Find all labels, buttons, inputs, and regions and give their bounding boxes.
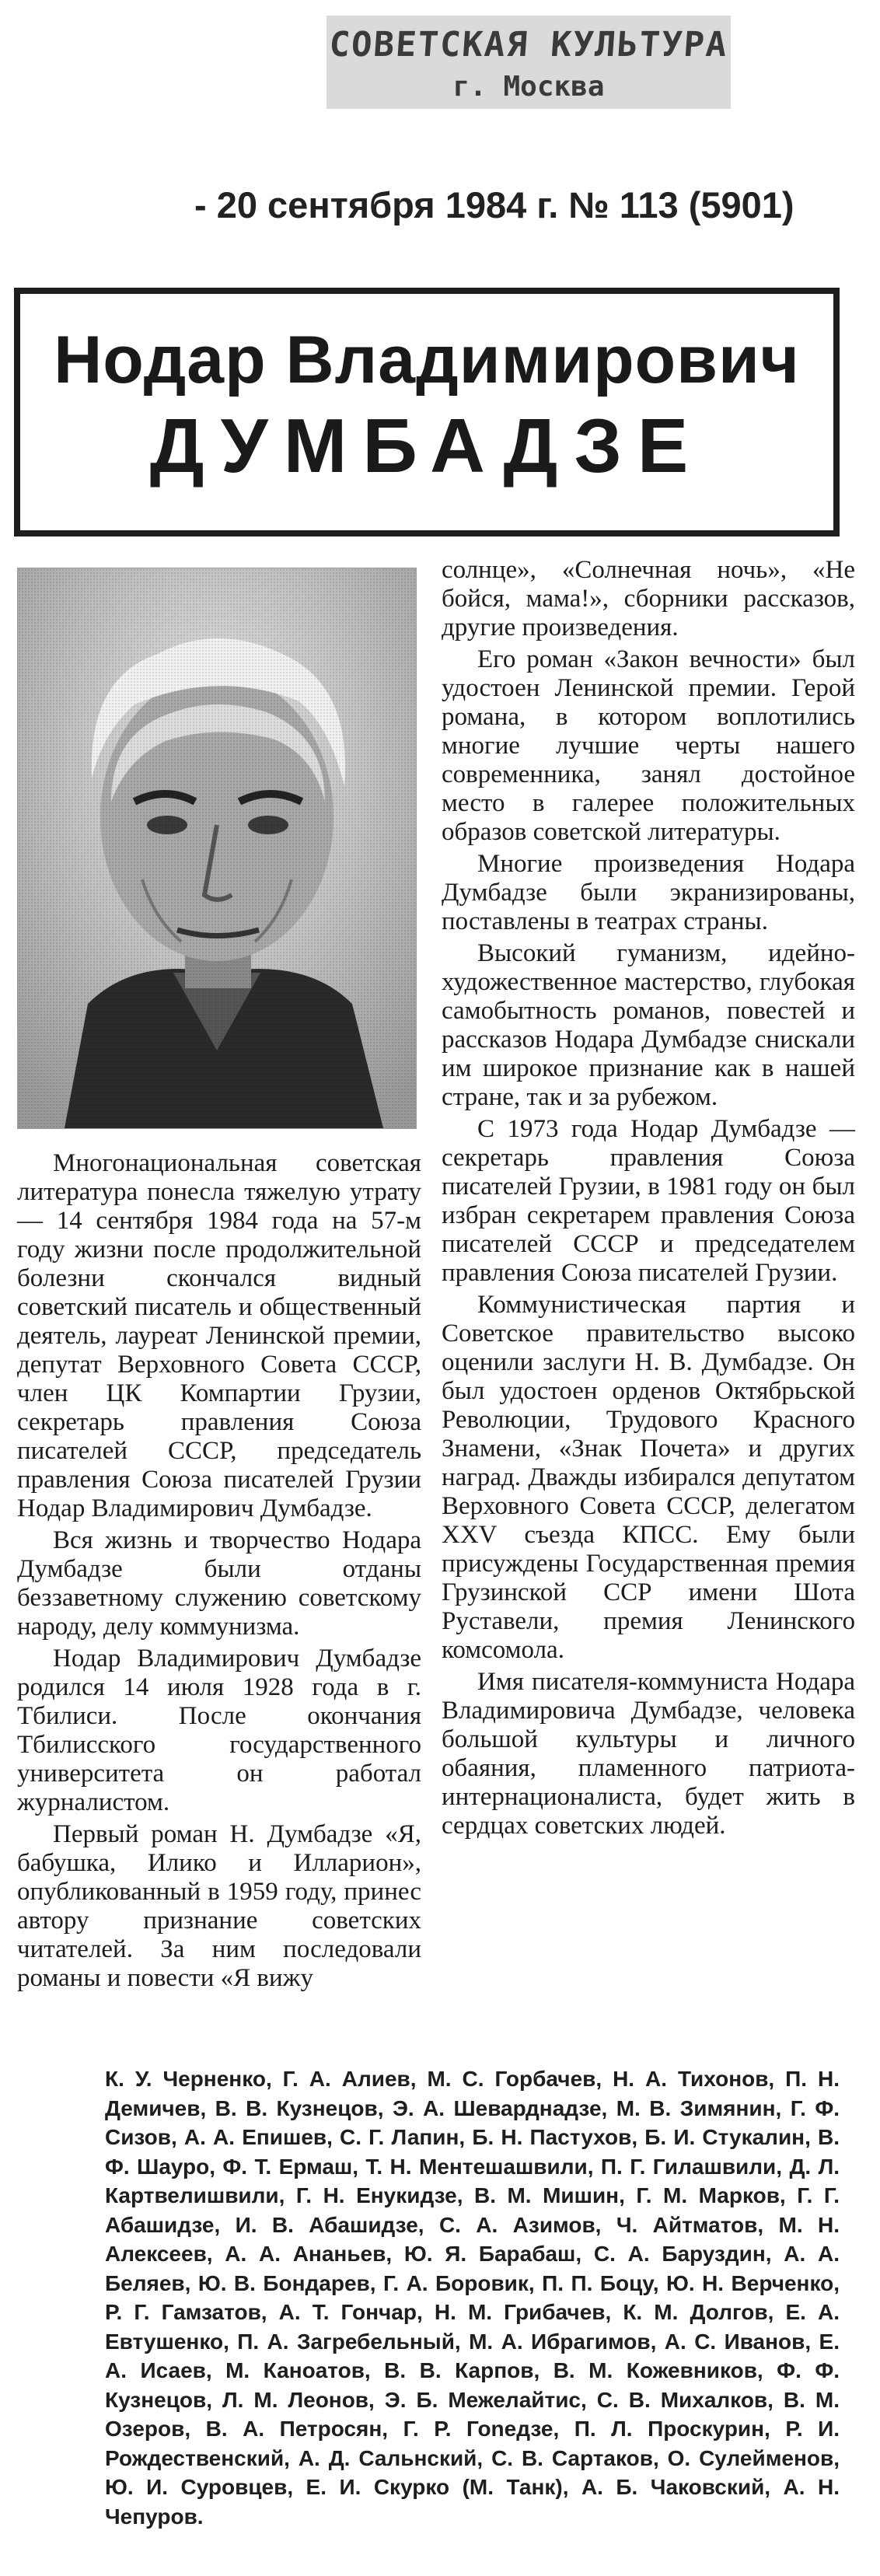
- paragraph: С 1973 года Нодар Думбадзе — секретарь правления Союза писателей Грузии, в 1981 году он был избран секретарем правления Союза писателей СССР и председателем правления Союза писателей Грузии.: [442, 1115, 855, 1287]
- paragraph: Высокий гуманизм, идейно-художественное мастерство, глубокая самобытность романов, повестей и рассказов Нодара Думбадзе снискали им широкое признание как в нашей стране, так и за рубежом.: [442, 939, 855, 1111]
- newspaper-city: г. Москва: [452, 71, 605, 103]
- signatories-text: К. У. Черненко, Г. А. Алиев, М. С. Горбачев, Н. А. Тихонов, П. Н. Демичев, В. В. Кузнецов, Э. А. Шеварднадзе, М. В. Зимянин, Г. Ф. Сизов, А. А. Епишев, С. Г. Лапин, Б. Н. Пастухов, Б. И. Стукалин, В. Ф. Шауро, Ф. Т. Ермаш, Т. Н. Ментешашвили, П. Г. Гилашвили, Д. Л. Картвелишвили, Г. Н. Енукидзе, В. М. Мишин, Г. М. Марков, Г. Г. Абашидзе, И. В. Абашидзе, С. А. Азимов, Ч. Айтматов, М. Н. Алексеев, А. А. Ананьев, Ю. Я. Барабаш, С. А. Баруздин, А. А. Беляев, Ю. В. Бондарев, Г. А. Боровик, П. П. Боцу, Ю. Н. Верченко, Р. Г. Гамзатов, А. Т. Гончар, Н. М. Грибачев, К. М. Долгов, Е. А. Евтушенко, П. А. Загребельный, М. А. Ибрагимов, А. С. Иванов, Е. А. Исаев, М. Каноатов, В. В. Карпов, В. М. Кожевников, Ф. Ф. Кузнецов, Л. М. Леонов, Э. Б. Межелайтис, С. В. Михалков, В. М. Озеров, В. А. Петросян, Г. Р. Гоneдзе, П. Л. Проскурин, Р. И. Рождественский, А. Д. Сальнский, С. В. Сартаков, О. Сулейменов, Ю. И. Суровцев, Е. И. Скурко (М. Танк), А. Б. Чаковский, А. Н. Чепуров.: [105, 2067, 840, 2529]
- paragraph: Нодар Владимирович Думбадзе родился 14 июля 1928 года в г. Тбилиси. После окончания Тбилисского государственного университета он работал журналистом.: [17, 1645, 421, 1816]
- article-right-column: [442, 556, 855, 1840]
- obituary-title: [14, 288, 840, 537]
- portrait-photo: [17, 568, 417, 1129]
- issue-dateline: - 20 сентября 1984 г. № 113 (5901): [194, 184, 794, 225]
- paragraph: Его роман «Закон вечности» был удостоен Ленинской премии. Герой романа, в котором воплотились многие лучшие черты нашего современника, занял достойное место в галерее положительных образов советской литературы.: [442, 645, 855, 846]
- paragraph: Вся жизнь и творчество Нодара Думбадзе были отданы беззаветному служению советскому народу, делу коммунизма.: [17, 1526, 421, 1641]
- paragraph: Многие произведения Нодара Думбадзе были экранизированы, поставлены в театрах страны.: [442, 850, 855, 935]
- newspaper-stamp: [327, 16, 731, 109]
- paragraph: Первый роман Н. Думбадзе «Я, бабушка, Илико и Илларион», опубликованный в 1959 году, принес автору признание советских читателей. За ним последовали романы и повести «Я вижу: [17, 1820, 421, 1992]
- paragraph: Имя писателя-коммуниста Нодара Владимировича Думбадзе, человека большой культуры и личного обаяния, пламенного патриота-интернационалиста, будет жить в сердцах советских людей.: [442, 1668, 855, 1840]
- signatories-list: [105, 2064, 840, 2531]
- paragraph: Коммунистическая партия и Советское правительство высоко оценили заслуги Н. В. Думбадзе. Он был удостоен орденов Октябрьской Революции, Трудового Красного Знамени, «Знак Почета» и других наград. Дважды избирался депутатом Верховного Совета СССР, делегатом XXV съезда КПСС. Ему были присуждены Государственная премия Грузинской ССР имени Шота Руставели, премия Ленинского комсомола.: [442, 1291, 855, 1664]
- title-first-name: Нодар Владимирович: [54, 323, 800, 397]
- newspaper-name: СОВЕТСКАЯ КУЛЬТУРА: [327, 25, 730, 65]
- article-left-column: [17, 1149, 421, 1993]
- title-last-name: ДУМБАДЗЕ: [149, 403, 704, 488]
- paragraph-continued: солнце», «Солнечная ночь», «Не бойся, мама!», сборники рассказов, другие произведения.: [442, 556, 855, 641]
- paragraph: Многонациональная советская литература понесла тяжелую утрату — 14 сентября 1984 года на 57-м году жизни после продолжительной болезни скончался видный советский писатель и общественный деятель, лауреат Ленинской премии, депутат Верховного Совета СССР, член ЦК Компартии Грузии, секретарь правления Союза писателей СССР, председатель правления Союза писателей Грузии Нодар Владимирович Думбадзе.: [17, 1149, 421, 1522]
